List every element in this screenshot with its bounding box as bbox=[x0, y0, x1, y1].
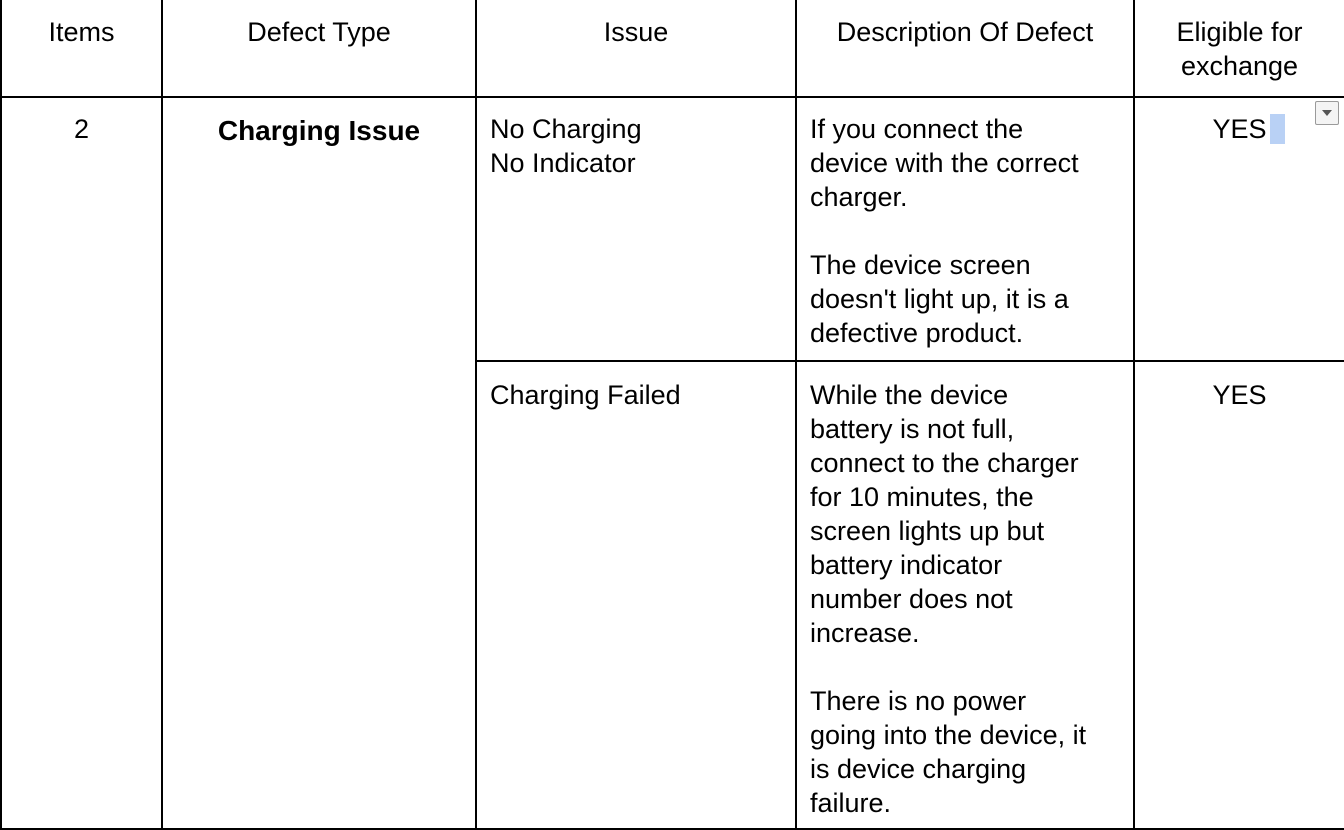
cell-description[interactable]: While the device battery is not full, connect to the charger for 10 minutes, the screen lights up but battery indicator number does not increase. There is no power going into the device, it is device charging failure. bbox=[810, 380, 1087, 818]
cell-issue[interactable]: No Charging No Indicator bbox=[490, 114, 642, 178]
header-description: Description Of Defect bbox=[836, 17, 1094, 47]
header-defect-type: Defect Type bbox=[247, 17, 391, 47]
cell-description[interactable]: If you connect the device with the correct charger. The device screen doesn't light up, it is a defective product. bbox=[810, 114, 1079, 348]
header-items: Items bbox=[48, 17, 115, 47]
column-divider-defect-type bbox=[475, 0, 477, 830]
cell-eligible[interactable]: YES bbox=[1212, 380, 1267, 410]
column-divider-issue bbox=[795, 0, 797, 830]
cell-defect-type[interactable]: Charging Issue bbox=[217, 115, 421, 146]
header-eligible: Eligible for exchange bbox=[1176, 17, 1303, 81]
cell-item-number[interactable]: 2 bbox=[73, 114, 90, 144]
dropdown-arrow-icon[interactable] bbox=[1315, 101, 1339, 125]
cell-eligible[interactable]: YES bbox=[1212, 114, 1267, 144]
header-divider bbox=[0, 96, 1344, 98]
header-issue: Issue bbox=[603, 17, 669, 47]
cell-issue[interactable]: Charging Failed bbox=[490, 380, 681, 410]
subrow-divider bbox=[475, 360, 1344, 362]
